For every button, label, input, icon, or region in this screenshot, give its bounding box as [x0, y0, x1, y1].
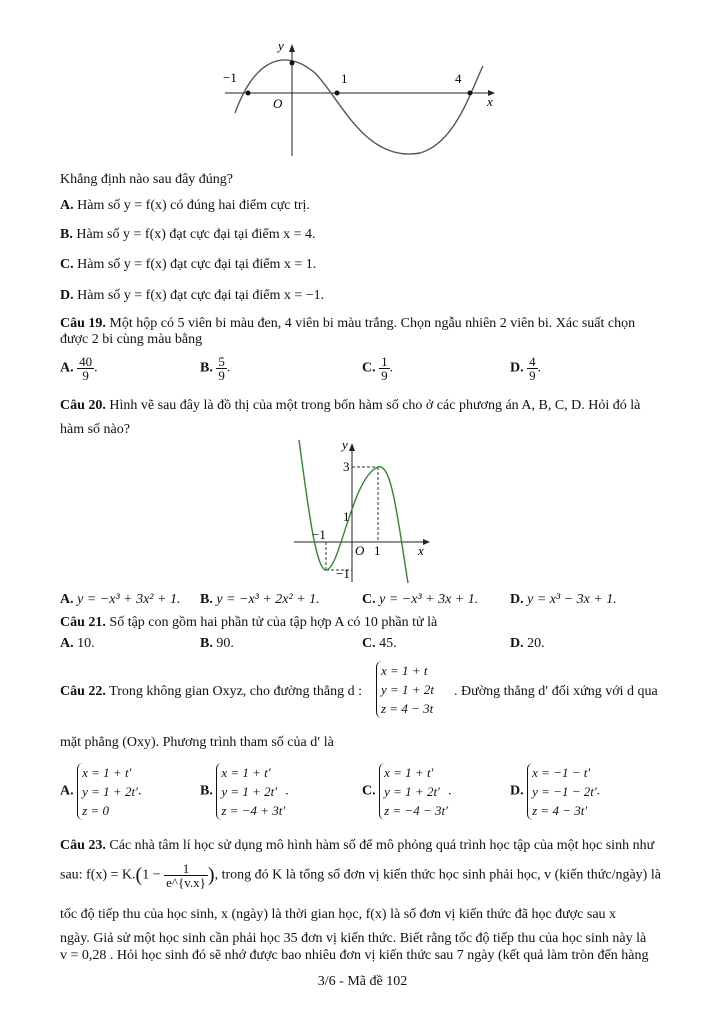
label-y: y: [278, 38, 284, 53]
x-axis-2-arrow: [423, 539, 430, 545]
q20-text-1: Câu 20. Hình vẽ sau đây là đồ thị của một trong bốn hàm số cho ở các phương án A, B, C, D. Hỏi đó là: [60, 398, 641, 413]
q18-option-c[interactable]: C. Hàm số y = f(x) đạt cực đại tại điểm x = 1.: [60, 257, 317, 272]
q19-text-1: Câu 19. Một hộp có 5 viên bi màu đen, 4 viên bi màu trắng. Chọn ngẫu nhiên 2 viên bi. Xác suất chọn: [60, 316, 636, 331]
q22-text-2: . Đường thẳng d′ đối xứng với d qua: [454, 684, 658, 699]
q21-option-b[interactable]: B. 90.: [200, 636, 234, 651]
q21-option-d[interactable]: D. 20.: [510, 636, 545, 651]
label-p4: 4: [455, 71, 462, 86]
q21-option-a[interactable]: A. 10.: [60, 636, 95, 651]
q22-text-1: Câu 22. Trong không gian Oxyz, cho đường thẳng d :: [60, 684, 363, 699]
label-x: x: [487, 94, 493, 109]
point-0: [290, 61, 295, 66]
q22-option-b[interactable]: B. x = 1 + t′ y = 1 + 2t′ z = −4 + 3t′ .: [200, 765, 289, 818]
q22-option-a[interactable]: A. x = 1 + t′ y = 1 + 2t′ z = 0 .: [60, 765, 142, 818]
q19-option-d[interactable]: D. $\frac{4}{9}$ .: [510, 354, 542, 383]
q23-text-1: Câu 23. Các nhà tâm lí học sử dụng mô hình hàm số để mô phỏng quá trình học tập của một học sinh như: [60, 838, 655, 853]
q19-option-c[interactable]: C. $\frac{1}{9}$ .: [362, 354, 394, 383]
label-m1y: −1: [336, 566, 350, 581]
q20-option-d[interactable]: D. y = x³ − 3x + 1.: [510, 592, 617, 607]
label-m1: −1: [223, 70, 237, 85]
point-1: [335, 91, 340, 96]
q23-text-3: tốc độ tiếp thu của học sinh, x (ngày) là thời gian học, f(x) là số đơn vị kiến thức đã học được sau x: [60, 907, 617, 922]
label-3: 3: [343, 459, 350, 474]
y-axis-arrow: [289, 44, 295, 52]
q20-option-c[interactable]: C. y = −x³ + 3x + 1.: [362, 592, 479, 607]
label-x-2: x: [418, 543, 424, 558]
page-footer: 3/6 - Mã đề 102: [317, 974, 408, 989]
y-axis-2-arrow: [349, 443, 355, 451]
q18-option-b[interactable]: B. Hàm số y = f(x) đạt cực đại tại điểm x = 4.: [60, 227, 316, 242]
q21-text: Câu 21. Số tập con gồm hai phần tử của tập hợp A có 10 phần tử là: [60, 615, 438, 630]
q23-text-4: ngày. Giả sử một học sinh cần phải học 35 đơn vị kiến thức. Biết rằng tốc độ tiếp thu của học sinh này là: [60, 931, 647, 946]
q19-text-2: được 2 bi cùng màu bằng: [60, 332, 203, 347]
label-p1: 1: [341, 71, 348, 86]
q23-text-5: v = 0,28 . Hỏi học sinh đó sẽ nhớ được bao nhiêu đơn vị kiến thức sau 7 ngày (kết quả làm tròn đến hàng: [60, 948, 649, 963]
q19-option-b[interactable]: B. $\frac{5}{9}$ .: [200, 354, 231, 383]
label-1x: 1: [374, 543, 381, 558]
label-y-2: y: [342, 437, 348, 452]
point-4: [468, 91, 473, 96]
q18-option-a[interactable]: A. Hàm số y = f(x) có đúng hai điểm cực trị.: [60, 198, 310, 213]
q20-option-b[interactable]: B. y = −x³ + 2x² + 1.: [200, 592, 320, 607]
q22-text-3: mặt phẳng (Oxy). Phương trình tham số của d′ là: [60, 735, 334, 750]
label-o: O: [273, 96, 283, 111]
label-m1x: −1: [312, 527, 326, 542]
q21-option-c[interactable]: C. 45.: [362, 636, 397, 651]
q20-option-a[interactable]: A. y = −x³ + 3x² + 1.: [60, 592, 181, 607]
q20-text-2: hàm số nào?: [60, 422, 130, 437]
label-o-2: O: [355, 543, 365, 558]
q22-option-d[interactable]: D. x = −1 − t′ y = −1 − 2t′ z = 4 − 3t′ .: [510, 765, 601, 818]
graph-2: [290, 437, 440, 587]
point-neg1: [246, 91, 251, 96]
curve-2: [299, 440, 408, 583]
q18-prompt: Khẳng định nào sau đây đúng?: [60, 172, 234, 187]
q23-text-2: sau: f(x) = K.(1 − $\frac{1}{e\^{}\{v.x\}}$ ), trong đó K là tổng số đơn vị kiến thức học sinh phải học, v (kiến thức/ngày) là: [60, 861, 661, 890]
q18-option-d[interactable]: D. Hàm số y = f(x) đạt cực đại tại điểm x = −1.: [60, 288, 325, 303]
graph-1: [215, 38, 505, 163]
q19-option-a[interactable]: A. $\frac{40}{9}$ .: [60, 354, 98, 383]
label-1y: 1: [343, 509, 350, 524]
q22-option-c[interactable]: C. x = 1 + t′ y = 1 + 2t′ z = −4 − 3t′ .: [362, 765, 452, 818]
q22-system-d: x = 1 + t y = 1 + 2t z = 4 − 3t: [376, 661, 434, 718]
